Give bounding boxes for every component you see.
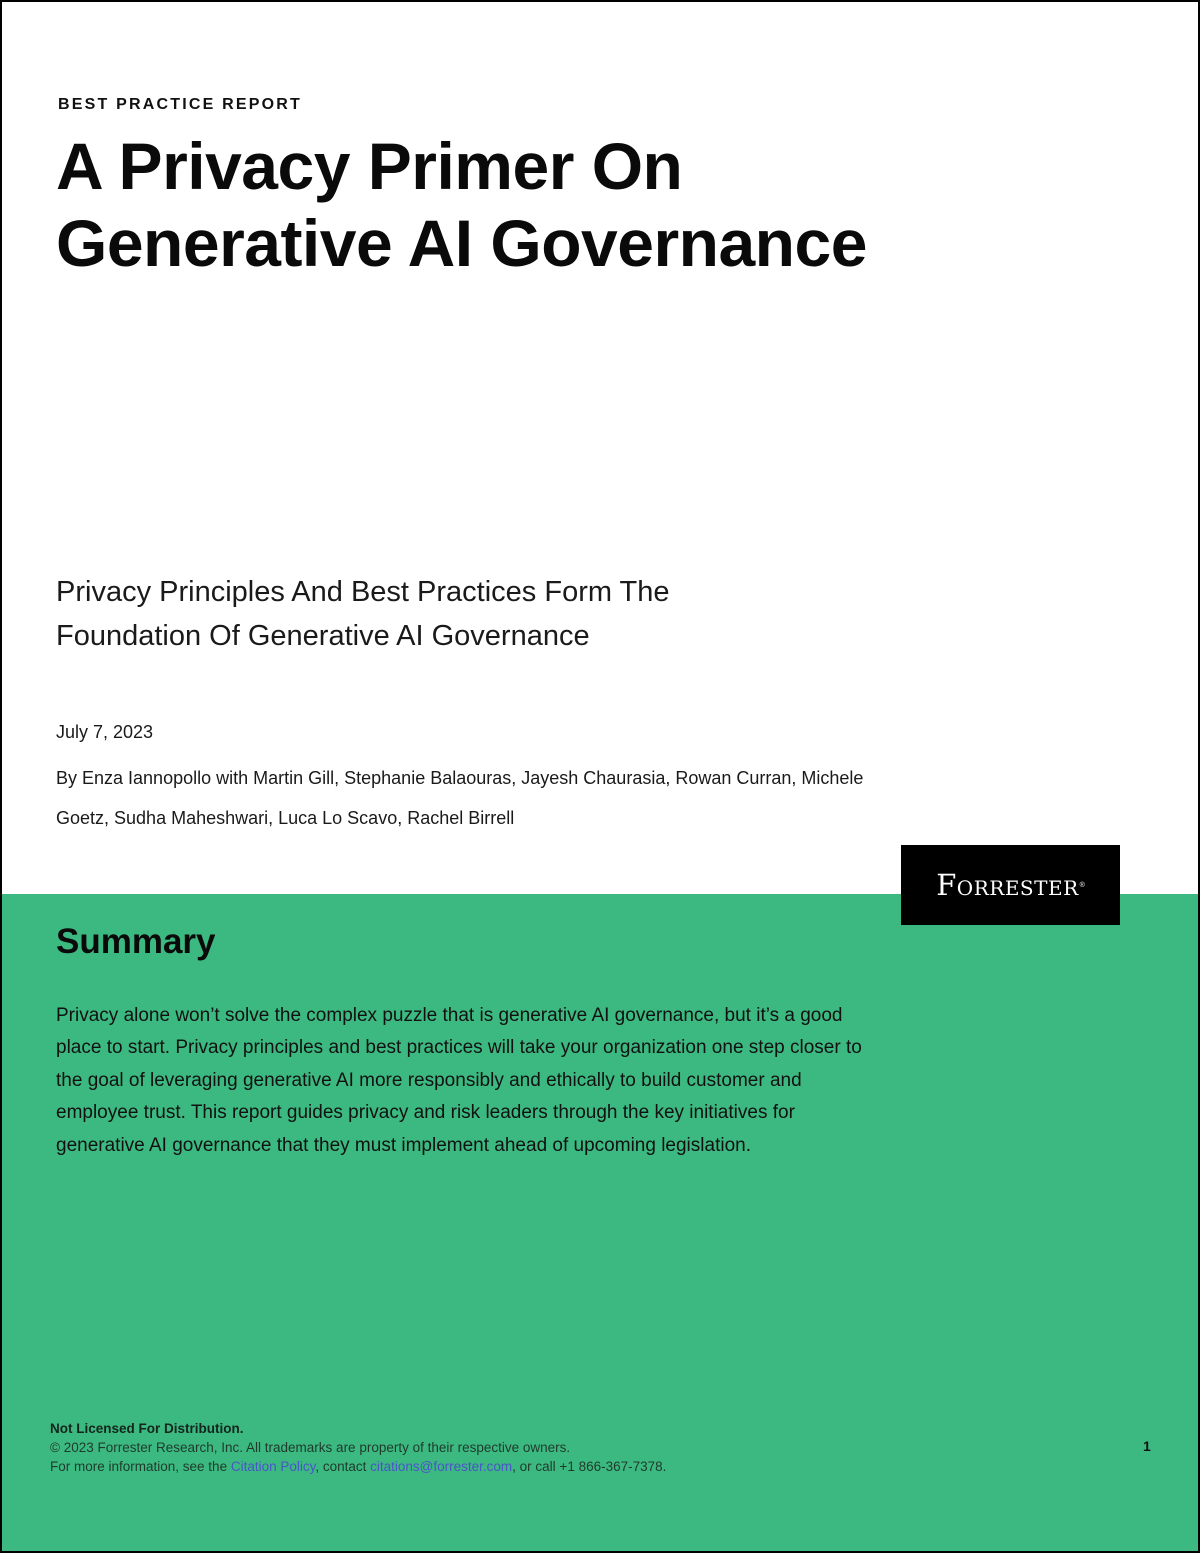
email-link[interactable]: citations@forrester.com xyxy=(370,1459,513,1474)
info-prefix: For more information, see the xyxy=(50,1459,231,1474)
footer xyxy=(50,1419,950,1476)
call-text: , or call +1 866-367-7378. xyxy=(512,1459,667,1474)
author-byline: By Enza Iannopollo with Martin Gill, Stephanie Balaouras, Jayesh Chaurasia, Rowan Curran, Michele Goetz, Sudha Maheshwari, Luca Lo Scavo, Rachel Birrell xyxy=(56,768,864,828)
forrester-logo xyxy=(901,845,1120,925)
report-subtitle: Privacy Principles And Best Practices Form The Foundation Of Generative AI Governance xyxy=(56,576,670,652)
logo-wordmark: Forrester xyxy=(936,868,1079,902)
publication-date: July 7, 2023 xyxy=(56,722,154,742)
summary-text: Privacy alone won’t solve the complex puzzle that is generative AI governance, but it’s a good place to start. Privacy principles and best practices will take your organization one step closer to the goal of leveraging generative AI more responsibly and ethically to build customer and employee trust. This report guides privacy and risk leaders through the key initiatives for generative AI governance that they must implement ahead of upcoming legislation. xyxy=(56,1005,862,1156)
copyright-line: © 2023 Forrester Research, Inc. All trademarks are property of their respective owners. xyxy=(50,1440,571,1455)
page-number: 1 xyxy=(1143,1438,1151,1454)
contact-text: , contact xyxy=(315,1459,371,1474)
summary-heading: Summary xyxy=(56,922,216,961)
distribution-notice: Not Licensed For Distribution. xyxy=(50,1421,244,1436)
logo-registered-mark: ® xyxy=(1079,881,1085,889)
report-title: A Privacy Primer On Generative AI Governance xyxy=(56,129,867,280)
contact-line xyxy=(50,1457,950,1476)
report-type-label: BEST PRACTICE REPORT xyxy=(58,96,303,113)
citation-policy-link[interactable]: Citation Policy xyxy=(230,1459,316,1474)
